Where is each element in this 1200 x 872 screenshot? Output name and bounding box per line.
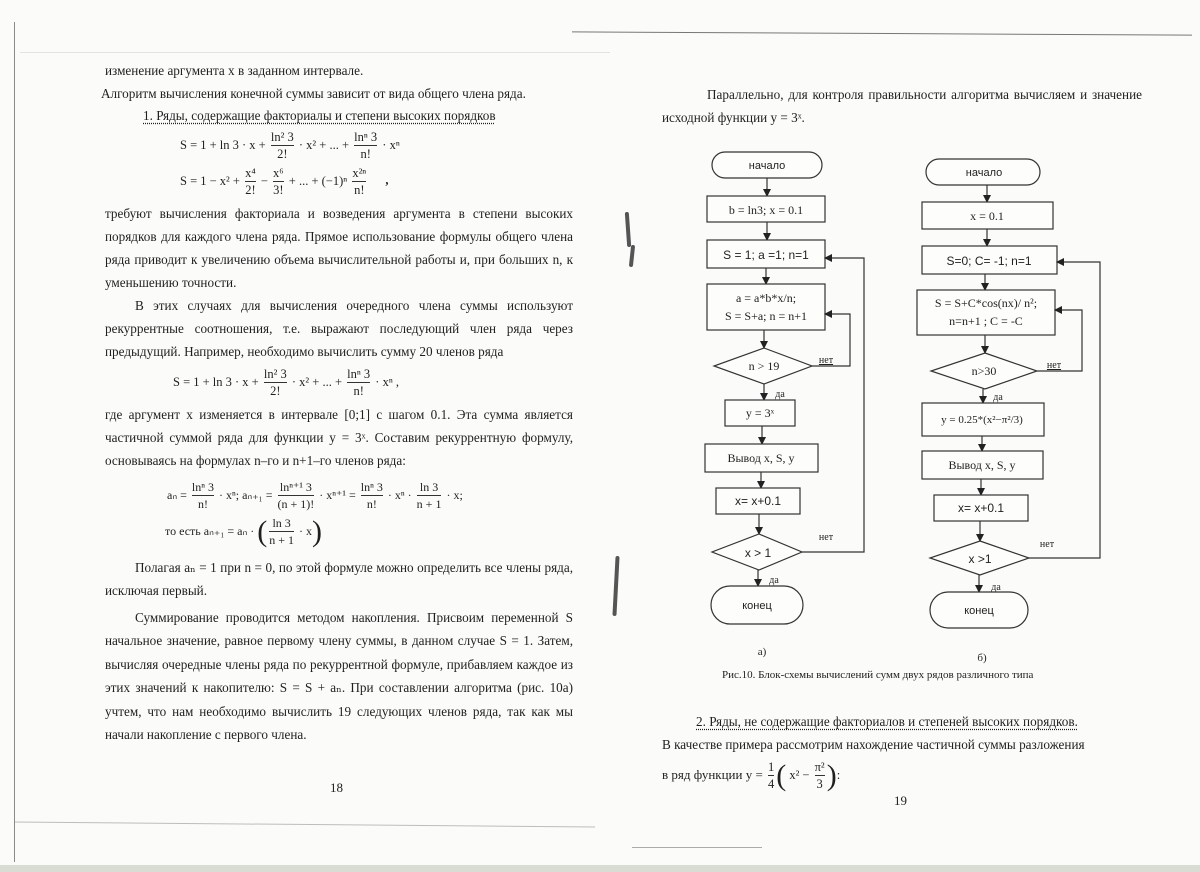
page-number-18: 18: [330, 780, 343, 795]
flowchart-b-output-label: Вывод x, S, y: [948, 458, 1016, 472]
flowchart-a-calc-y-label: y = 3ˣ: [745, 406, 775, 420]
fraction: $\frac{\text{lnⁿ 3}}{n!}$: [360, 479, 383, 511]
flowchart-a-no2-label: нет: [818, 532, 834, 543]
text-line: изменение аргумента x в заданном интервале.: [105, 63, 364, 78]
flowchart-a-yes2-label: да: [769, 575, 779, 586]
page-19-section-2: [662, 711, 1142, 792]
figure-caption: Рис.10. Блок-схемы вычислений сумм двух рядов различного типа: [722, 669, 1034, 681]
paragraph: где аргумент x изменяется в интервале [0;1] с шагом 0.1. Эта сумма является частичной суммой ряда для функции y = 3ˣ. Составим рекуррентную формулу, основываясь на формулах n–го и n+1–го членов ряда:: [105, 406, 573, 468]
flowchart-a-init2-label: S = 1; a =1; n=1: [723, 248, 809, 262]
flowchart-a-caption: а): [757, 646, 767, 658]
flowchart-b-calc-y-label: y = 0.25*(x²−π²/3): [941, 414, 1023, 426]
fraction: $\frac{\text{ln² 3}}{2!}$: [263, 366, 287, 398]
flowchart-a-cond1-label: n > 19: [748, 359, 780, 373]
text-line: Алгоритм вычисления конечной суммы зависит от вида общего члена ряда.: [101, 85, 526, 101]
flowchart-a-cond2-label: x > 1: [744, 546, 772, 560]
flowchart-a-no1-label: нет: [818, 355, 834, 366]
flowchart-b-cond1-label: n>30: [971, 364, 997, 378]
flowchart-a-body-line2: S = S+a; n = n+1: [724, 309, 808, 323]
flowchart-b-yes1-label: да: [993, 392, 1003, 403]
fraction: $\frac{\text{lnⁿ 3}}{n!}$: [191, 479, 214, 511]
flowchart-b-no1-label: нет: [1046, 360, 1062, 371]
fraction: $\frac{\text{x⁴}}{2!}$: [245, 165, 256, 197]
flowchart-a-start-label: начало: [748, 160, 786, 172]
flowchart-a-step-label: x= x+0.1: [734, 494, 782, 508]
flowchart-b-step-label: x= x+0.1: [957, 501, 1005, 515]
flowchart-b-cond2-label: x >1: [968, 552, 992, 566]
paragraph: Параллельно, для контроля правильности алгоритма вычисляем и значение исходной функции y = 3ˣ.: [662, 87, 1142, 125]
formula-series-2: S = 1 − x² + $\frac{\text{x⁴}}{2!}$ − $\frac{\text{x⁶}}{3!}$ + ... + (−1)ⁿ $\frac{\text{x²ⁿ}}{n!}$ ,: [180, 165, 389, 197]
fraction: $\frac{\text{π²}}{3}$: [814, 760, 825, 791]
flowchart-a-init1-label: b = ln3; x = 0.1: [728, 203, 804, 217]
flowchart-b-yes2-label: да: [991, 582, 1001, 593]
flowchart-b: [917, 159, 1100, 628]
formula-recurrence: aₙ = $\frac{\text{lnⁿ 3}}{n!}$ · xⁿ; aₙ₊₁ = $\frac{\text{lnⁿ⁺¹ 3}}{(n + 1)!}$ · xⁿ⁺¹ = $\frac{\text{lnⁿ 3}}{n!}$ · xⁿ · $\frac{\ln 3}{n + 1}$ · x;: [167, 479, 463, 511]
flowchart-a-body-line1: a = a*b*x/n;: [735, 291, 797, 305]
paragraph: Суммирование проводится методом накопления. Присвоим переменной S начальное значение, равное первому члену суммы, в данном случае S = 1. Затем, вычисляя очередные члены ряда по рекуррентной формуле, прибавляем каждое из этих значений к накопителю: S = S + aₙ. При составлении алгоритма (рис. 10а) учтем, что нам необходимо вычислить 19 следующих членов ряда, так как мы начали накопление с первого члена.: [105, 609, 573, 742]
flowchart-b-no2-label: нет: [1039, 539, 1055, 550]
fraction: $\frac{\text{x⁶}}{3!}$: [273, 165, 284, 197]
flowchart-a-yes1-label: да: [775, 389, 785, 400]
flowchart-a-end-label: конец: [742, 600, 772, 612]
fraction: $\frac{\text{ln² 3}}{2!}$: [270, 129, 294, 161]
fraction: $\frac{\text{x²ⁿ}}{n!}$: [352, 165, 367, 197]
section-heading-2: 2. Ряды, не содержащие факториалов и степеней высоких порядков.: [696, 714, 1078, 729]
formula-recurrence-short: то есть aₙ₊₁ = aₙ · ( $\frac{\ln 3}{n + 1}$ · x): [165, 514, 323, 548]
fraction: $\frac{\ln 3}{n + 1}$: [269, 515, 295, 547]
flowchart-b-start-label: начало: [965, 167, 1003, 179]
fraction: $\frac{\ln 3}{n + 1}$: [416, 479, 442, 511]
paragraph: В качестве примера рассмотрим нахождение частичной суммы разложения: [662, 736, 1085, 752]
flowchart-b-body-line1: S = S+C*cos(nx)/ n²;: [934, 296, 1038, 310]
formula-series-3: S = 1 + ln 3 · x + $\frac{\text{ln² 3}}{2!}$ · x² + ... + $\frac{\text{lnⁿ 3}}{n!}$ · xⁿ ,: [173, 366, 400, 398]
flowchart-a-output-label: Вывод x, S, y: [727, 451, 795, 465]
fraction: $\frac{1}{4}$: [767, 760, 775, 791]
flowchart-b-init1-label: x = 0.1: [970, 209, 1004, 223]
flowchart-b-init2-label: S=0; C= -1; n=1: [946, 254, 1032, 268]
formula-function-y: в ряд функции y = $\frac{1}{4}$ ( x² − $\frac{\text{π²}}{3}$ ):: [662, 758, 841, 792]
flowchart-b-end-label: конец: [964, 605, 994, 617]
fraction: $\frac{\text{lnⁿ 3}}{n!}$: [347, 366, 371, 398]
flowchart-b-body-line2: n=n+1 ; C = -C: [949, 314, 1023, 328]
fraction: $\frac{\text{lnⁿ 3}}{n!}$: [354, 129, 378, 161]
flowchart-a: [705, 152, 864, 624]
flowchart-b-caption: б): [977, 652, 987, 664]
paragraph: В этих случаях для вычисления очередного члена суммы используют рекуррентные соотношения, т.е. выражают последующий член ряда через предыдущий. Например, необходимо вычислить сумму 20 членов ряда: [105, 297, 573, 359]
page-number-19: 19: [894, 793, 907, 808]
fraction: $\frac{\text{lnⁿ⁺¹ 3}}{(n + 1)!}$: [277, 479, 315, 511]
paragraph: Полагая aₙ = 1 при n = 0, по этой формуле можно определить все члены ряда, исключая первый.: [105, 559, 573, 598]
section-heading-1: 1. Ряды, содержащие факториалы и степени высоких порядков: [143, 108, 496, 123]
paragraph: требуют вычисления факториала и возведения аргумента в степени высоких порядков для каждого члена ряда. Прямое использование формулы общего члена ряда приводит к увеличению объема вычислительной работы и, при больших n, к уменьшению точности.: [105, 205, 573, 290]
formula-series-1: S = 1 + ln 3 · x + $\frac{\text{ln² 3}}{2!}$ · x² + ... + $\frac{\text{lnⁿ 3}}{n!}$ · xⁿ: [180, 129, 400, 161]
